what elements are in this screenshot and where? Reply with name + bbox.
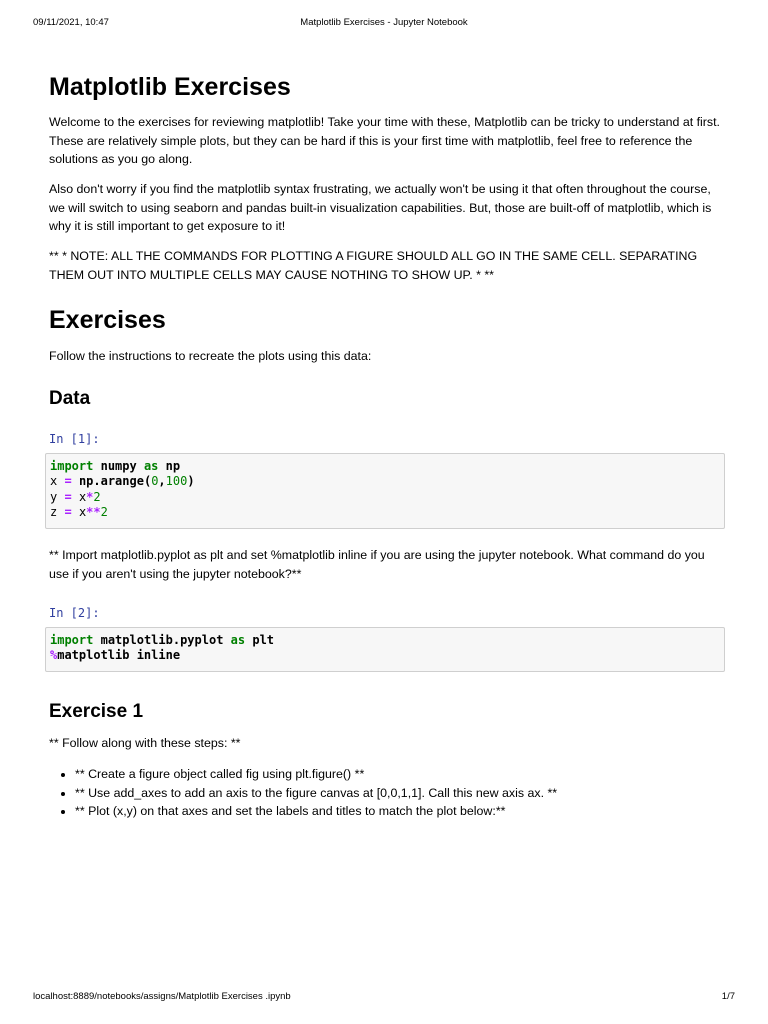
- note-paragraph: ** * NOTE: ALL THE COMMANDS FOR PLOTTING A FIGURE SHOULD ALL GO IN THE SAME CELL. SEPARATING THEM OUT INTO MULTIPLE CELLS MAY CAUSE NOTHING TO SHOW UP. * **: [49, 249, 698, 282]
- list-item: • ** Create a figure object called fig using plt.figure() **: [75, 765, 557, 784]
- print-page-number: 1/7: [721, 991, 735, 1002]
- import-question: ** Import matplotlib.pyplot as plt and set %matplotlib inline if you are using the jupyter notebook. What command do you use if you aren't using the jupyter notebook?**: [49, 548, 705, 581]
- print-header: [33, 17, 735, 31]
- print-datetime: 09/11/2021, 10:47: [33, 17, 109, 28]
- code-cell-1[interactable]: import numpy as np x = np.arange(0,100) y = x*2 z = x**2: [45, 453, 725, 529]
- list-item: • ** Plot (x,y) on that axes and set the labels and titles to match the plot below:**: [75, 802, 557, 821]
- list-item: • ** Use add_axes to add an axis to the figure canvas at [0,0,1,1]. Call this new axis ax. **: [75, 784, 557, 803]
- exercise-1-heading: Exercise 1: [49, 701, 144, 722]
- page-title: Matplotlib Exercises: [49, 73, 291, 101]
- print-footer: [33, 991, 735, 1005]
- exercise-1-steps: [49, 765, 557, 821]
- exercise-1-intro: ** Follow along with these steps: **: [49, 736, 241, 750]
- intro-paragraph-2: Also don't worry if you find the matplotlib syntax frustrating, we actually won't be using it that often throughout the course, we will switch to using seaborn and pandas built-in visualization capabilities. But, those are built-off of matplotlib, which is why it is still important to get exposure to it!: [49, 182, 712, 233]
- print-page-title: Matplotlib Exercises - Jupyter Notebook: [300, 17, 468, 28]
- data-heading: Data: [49, 388, 91, 409]
- exercises-text: Follow the instructions to recreate the plots using this data:: [49, 349, 372, 363]
- cell-1-prompt: In [1]:: [49, 432, 100, 446]
- intro-paragraph-1: Welcome to the exercises for reviewing matplotlib! Take your time with these, Matplotlib can be tricky to understand at first. These are relatively simple plots, but they can be hard if this is your first time with matplotlib, feel free to reference the solutions as you go along.: [49, 115, 720, 166]
- code-cell-2[interactable]: import matplotlib.pyplot as plt %matplotlib inline: [45, 627, 725, 672]
- cell-2-prompt: In [2]:: [49, 606, 100, 620]
- print-url: localhost:8889/notebooks/assigns/Matplotlib Exercises .ipynb: [33, 991, 291, 1002]
- exercises-heading: Exercises: [49, 306, 166, 334]
